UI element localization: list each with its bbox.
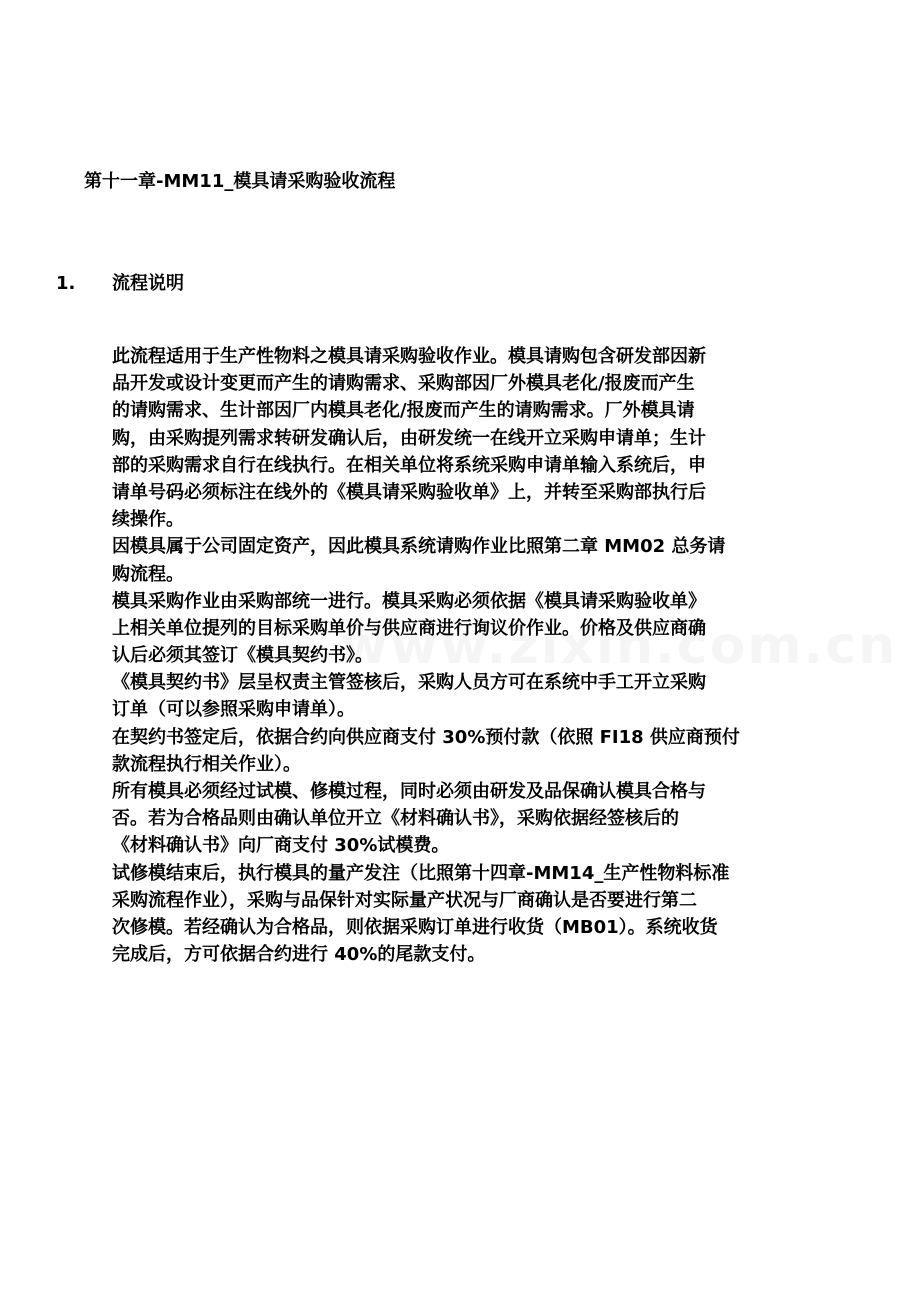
section-number: 1. — [56, 273, 76, 294]
body-line: 款流程执行相关作业）。 — [112, 753, 301, 775]
body-line: 所有模具必须经过试模、修模过程，同时必须由研发及品保确认模具合格与 — [112, 781, 706, 802]
body-line: 《模具契约书》层呈权责主管签核后，采购人员方可在系统中手工开立采购 — [112, 672, 706, 694]
body-line: 品开发或设计变更而产生的请购需求、采购部因厂外模具老化/报废而产生 — [112, 373, 695, 395]
body-line: 次修模。若经确认为合格品，则依据采购订单进行收货（MB01）。系统收货 — [112, 916, 718, 938]
body-line: 因模具属于公司固定资产，因此模具系统请购作业比照第二章 MM02 总务请 — [112, 536, 726, 558]
body-line: 续操作。 — [112, 509, 184, 531]
body-line: 购，由采购提列需求转研发确认后，由研发统一在线开立采购申请单；生计 — [112, 427, 706, 449]
body-line: 否。若为合格品则由确认单位开立《材料确认书》，采购依据经签核后的 — [112, 808, 679, 830]
body-line: 《材料确认书》向厂商支付 30%试模费。 — [112, 835, 450, 857]
body-line: 部的采购需求自行在线执行。在相关单位将系统采购申请单输入系统后，申 — [112, 454, 706, 476]
body-line: 模具采购作业由采购部统一进行。模具采购必须依据《模具请采购验收单》 — [112, 590, 706, 612]
body-line: 上相关单位提列的目标采购单价与供应商进行询议价作业。价格及供应商确 — [112, 617, 706, 639]
chapter-title: 第十一章-MM11_模具请采购验收流程 — [84, 171, 396, 192]
body-line: 采购流程作业），采购与品保针对实际量产状况与厂商确认是否要进行第二 — [112, 889, 697, 911]
body-line: 完成后，方可依据合约进行 40%的尾款支付。 — [112, 944, 486, 966]
body-line: 试修模结束后，执行模具的量产发注（比照第十四章-MM14_生产性物料标准 — [112, 862, 730, 884]
body-line: 认后必须其签订《模具契约书》。 — [112, 645, 373, 667]
section-body — [112, 343, 832, 968]
body-line: 此流程适用于生产性物料之模具请采购验收作业。模具请购包含研发部因新 — [112, 346, 706, 367]
body-line: 订单（可以参照采购申请单）。 — [112, 699, 355, 721]
body-line: 购流程。 — [112, 563, 184, 585]
body-line: 的请购需求、生计部因厂内模具老化/报废而产生的请购需求。厂外模具请 — [112, 400, 695, 422]
section-title: 流程说明 — [112, 273, 184, 294]
body-line: 在契约书签定后，依据合约向供应商支付 30%预付款（依照 FI18 供应商预付 — [112, 726, 740, 748]
body-line: 请单号码必须标注在线外的《模具请采购验收单》上，并转至采购部执行后 — [112, 481, 706, 503]
